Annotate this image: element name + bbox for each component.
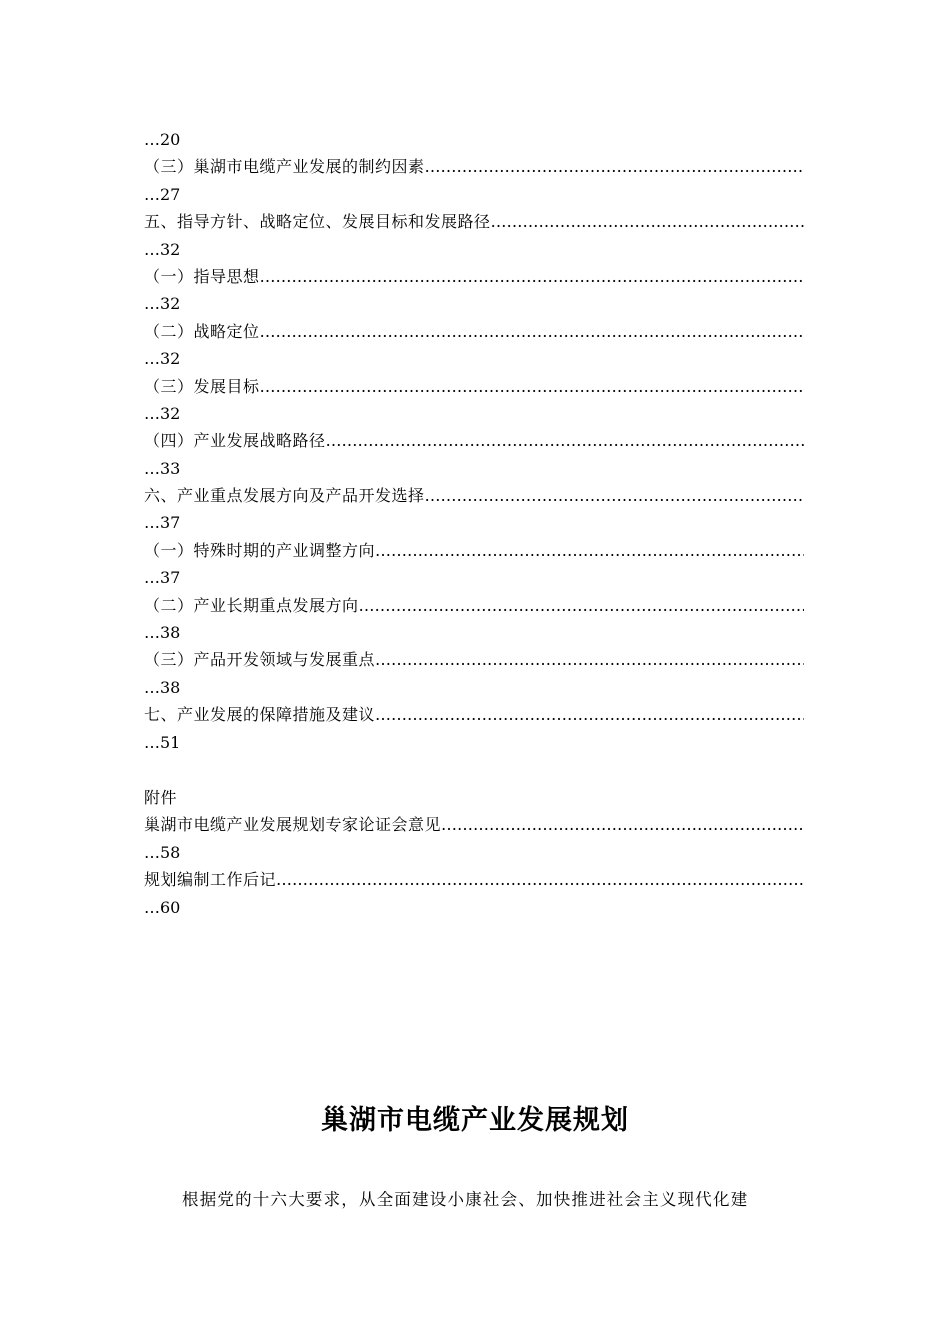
toc-entry-title: （三）产品开发领域与发展重点 bbox=[144, 650, 376, 670]
toc-entry bbox=[144, 318, 804, 345]
toc-entry bbox=[144, 537, 804, 564]
toc-dot-leader bbox=[375, 537, 804, 564]
toc-entry-page-number: …37 bbox=[144, 513, 181, 533]
toc-entry bbox=[144, 701, 804, 728]
toc-entry-page-number: …33 bbox=[144, 458, 181, 478]
toc-dot-leader bbox=[260, 373, 804, 400]
toc-dot-leader bbox=[260, 318, 804, 345]
toc-continued-page-number: …20 bbox=[144, 130, 181, 149]
toc-entry-title: （二）战略定位 bbox=[144, 321, 260, 341]
toc-entry bbox=[144, 153, 804, 180]
toc-entry-page-number: …32 bbox=[144, 349, 181, 369]
toc-dot-leader bbox=[359, 592, 804, 619]
toc-entry-page-number: …58 bbox=[144, 842, 181, 862]
toc-entry bbox=[144, 208, 804, 235]
toc-dot-leader bbox=[375, 701, 804, 728]
toc-entry-title: 七、产业发展的保障措施及建议 bbox=[144, 705, 376, 725]
toc-entry bbox=[144, 263, 804, 290]
toc-entry-page-number: …38 bbox=[144, 623, 181, 643]
toc-entry-page-number: …32 bbox=[144, 239, 181, 259]
toc-entry-title: （四）产业发展战略路径 bbox=[144, 431, 326, 451]
toc-entry-title: 六、产业重点发展方向及产品开发选择 bbox=[144, 486, 425, 506]
toc-dot-leader bbox=[425, 153, 804, 180]
toc-entry bbox=[144, 482, 804, 509]
toc-entry-page-number: …51 bbox=[144, 732, 181, 752]
toc-entry-page-number: …60 bbox=[144, 897, 181, 917]
toc-entry-page-number: …32 bbox=[144, 403, 181, 423]
toc-entry bbox=[144, 427, 804, 454]
toc-entry-title: 巢湖市电缆产业发展规划专家论证会意见 bbox=[144, 815, 442, 835]
toc-dot-leader bbox=[326, 427, 804, 454]
toc-appendix-entry bbox=[144, 866, 804, 893]
toc-entry-page-number: …38 bbox=[144, 677, 181, 697]
toc-dot-leader bbox=[375, 646, 804, 673]
toc-dot-leader bbox=[260, 263, 804, 290]
toc-dot-leader bbox=[441, 811, 804, 838]
toc-entry bbox=[144, 373, 804, 400]
toc-dot-leader bbox=[425, 482, 804, 509]
toc-appendix-entry bbox=[144, 811, 804, 838]
table-of-contents bbox=[144, 126, 804, 921]
toc-entry-title: （二）产业长期重点发展方向 bbox=[144, 595, 359, 615]
document-title: 巢湖市电缆产业发展规划 bbox=[321, 1105, 629, 1136]
appendix-heading: 附件 bbox=[144, 787, 178, 807]
toc-entry-page-number: …27 bbox=[144, 184, 181, 204]
toc-section-gap bbox=[144, 756, 804, 784]
toc-entry-title: （一）特殊时期的产业调整方向 bbox=[144, 540, 376, 560]
toc-entry-title: （三）发展目标 bbox=[144, 376, 260, 396]
toc-entry bbox=[144, 646, 804, 673]
toc-entry bbox=[144, 592, 804, 619]
toc-entry-title: （一）指导思想 bbox=[144, 266, 260, 286]
toc-entry-title: （三）巢湖市电缆产业发展的制约因素 bbox=[144, 157, 425, 177]
toc-entry-title: 五、指导方针、战略定位、发展目标和发展路径 bbox=[144, 212, 491, 232]
body-paragraph: 根据党的十六大要求，从全面建设小康社会、加快推进社会主义现代化建 bbox=[182, 1190, 749, 1209]
toc-dot-leader bbox=[276, 866, 804, 893]
toc-entry-page-number: …32 bbox=[144, 294, 181, 314]
toc-dot-leader bbox=[491, 208, 804, 235]
toc-entry-title: 规划编制工作后记 bbox=[144, 870, 277, 890]
toc-entry-page-number: …37 bbox=[144, 568, 181, 588]
